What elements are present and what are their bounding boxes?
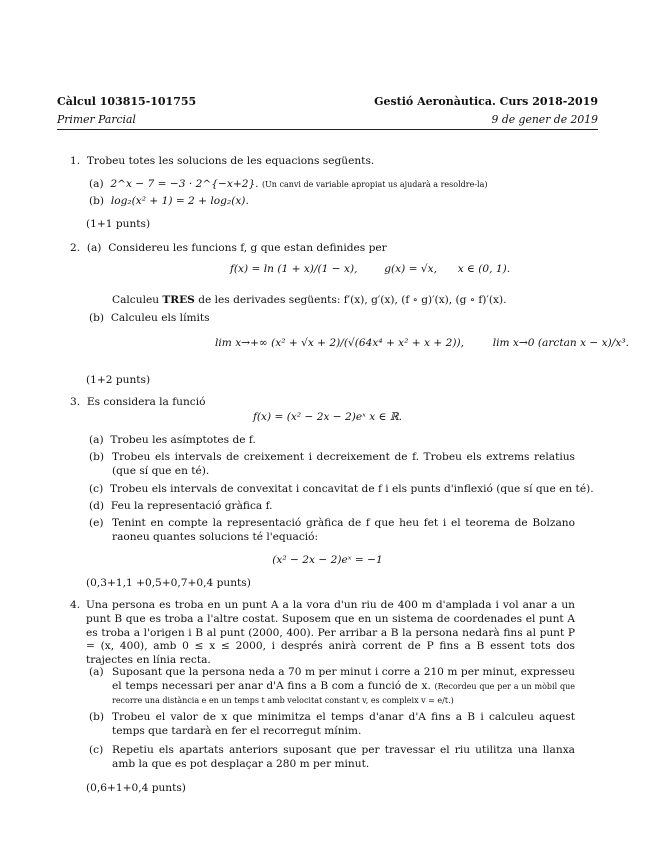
q4-c: (c) Repetiu els apartats anteriors suposant que per travessar el riu utilitza una llanxa amb la que es pot desplaçar a 280 m per minut. xyxy=(89,744,575,770)
q3-c: (c) Trobeu els intervals de convexitat i concavitat de f i els punts d'inflexió (que sí que en té). xyxy=(89,483,594,495)
f-definition: f(x) = ln (1 + x)/(1 − x), xyxy=(230,263,358,275)
limit-1: lim x→+∞ (x² + √x + 2)/(√(64x⁴ + x² + x + 2)), xyxy=(215,337,464,349)
q3-equation: (x² − 2x − 2)eˣ = −1 xyxy=(272,554,383,566)
degree-title: Gestió Aeronàutica. Curs 2018-2019 xyxy=(374,95,598,108)
course-code: Càlcul 103815-101755 xyxy=(57,95,197,108)
q2-points: (1+2 punts) xyxy=(86,374,151,386)
limit-2: lim x→0 (arctan x − x)/x³. xyxy=(492,337,629,349)
exam-name: Primer Parcial xyxy=(57,113,136,126)
q1-b-equation: log₂(x² + 1) = 2 + log₂(x). xyxy=(110,195,249,207)
q4-points: (0,6+1+0,4 punts) xyxy=(86,782,186,794)
q2-definitions xyxy=(230,263,510,277)
q4-intro: 4. Una persona es troba en un punt A a la vora d'un riu de 400 m d'amplada i vol anar a un punt B que es troba a l'altre costat. Suposem que en un sistema de coordenades el punt A es troba a l'origen i B al punt (2000, 400). Per arribar a B la persona nedarà fins al punt P = (x, 400), amb 0 ≤ x ≤ 2000, i després anirà corrent de P fins a B essent tots dos trajectes en línia recta. xyxy=(70,599,575,667)
q3-b: (b) Trobeu els intervals de creixement i decreixement de f. Trobeu els extrems relatius (que sí que en té). xyxy=(89,451,575,477)
q3-e: (e) Tenint en compte la representació gràfica de f que heu fet i el teorema de Bolzano raoneu quantes solucions té l'equació: xyxy=(89,517,575,543)
domain: x ∈ (0, 1). xyxy=(457,263,511,275)
exam-date: 9 de gener de 2019 xyxy=(491,113,598,126)
q1-a-equation: 2^x − 7 = −3 · 2^{−x+2}. xyxy=(110,178,259,190)
q2-limits xyxy=(215,337,629,351)
header-divider xyxy=(57,129,598,130)
q4-b: (b) Trobeu el valor de x que minimitza el temps d'anar d'A fins a B i calculeu aquest temps que tardarà en fer el recorregut mínim. xyxy=(89,711,575,737)
q1-points: (1+1 punts) xyxy=(86,218,151,230)
subheader-row xyxy=(57,113,598,127)
q4-a: (a) Suposant que la persona neda a 70 m per minut i corre a 210 m per minut, expresseu el temps necessari per anar d'A fins a B com a funció de x. (Recordeu que per a un mòbil que recorre una distància e en un temps t amb velocitat constant v, es compleix v = e/t.) xyxy=(89,666,575,705)
q1-b: (b) log₂(x² + 1) = 2 + log₂(x). xyxy=(89,195,249,207)
g-definition: g(x) = √x, xyxy=(384,263,437,275)
q3-a: (a) Trobeu les asímptotes de f. xyxy=(89,434,256,446)
q2-a-task: Calculeu TRES de les derivades següents: f′(x), g′(x), (f ∘ g)′(x), (g ∘ f)′(x). xyxy=(112,294,507,306)
q1-a: (a) 2^x − 7 = −3 · 2^{−x+2}. (Un canvi de variable apropiat us ajudarà a resoldre-la) xyxy=(89,178,488,190)
q3-function: f(x) = (x² − 2x − 2)eˣ x ∈ ℝ. xyxy=(252,411,403,423)
q2-b-intro: (b) Calculeu els límits xyxy=(89,312,210,324)
q2-a-intro: 2. (a) Considereu les funcions f, g que estan definides per xyxy=(70,242,387,254)
q4-a-hint: (Recordeu que per a un mòbil que recorre una distància e en un temps t amb velocitat constant v, es compleix v = e/t.) xyxy=(112,681,575,705)
header-row xyxy=(57,95,598,109)
q1-a-hint: (Un canvi de variable apropiat us ajudarà a resoldre-la) xyxy=(261,180,488,189)
q3-points: (0,3+1,1 +0,5+0,7+0,4 punts) xyxy=(86,577,251,589)
q1-title: 1. Trobeu totes les solucions de les equacions següents. xyxy=(70,155,375,167)
tres-bold: TRES xyxy=(162,294,195,306)
q3-d: (d) Feu la representació gràfica f. xyxy=(89,500,273,512)
q3-title: 3. Es considera la funció xyxy=(70,396,206,408)
